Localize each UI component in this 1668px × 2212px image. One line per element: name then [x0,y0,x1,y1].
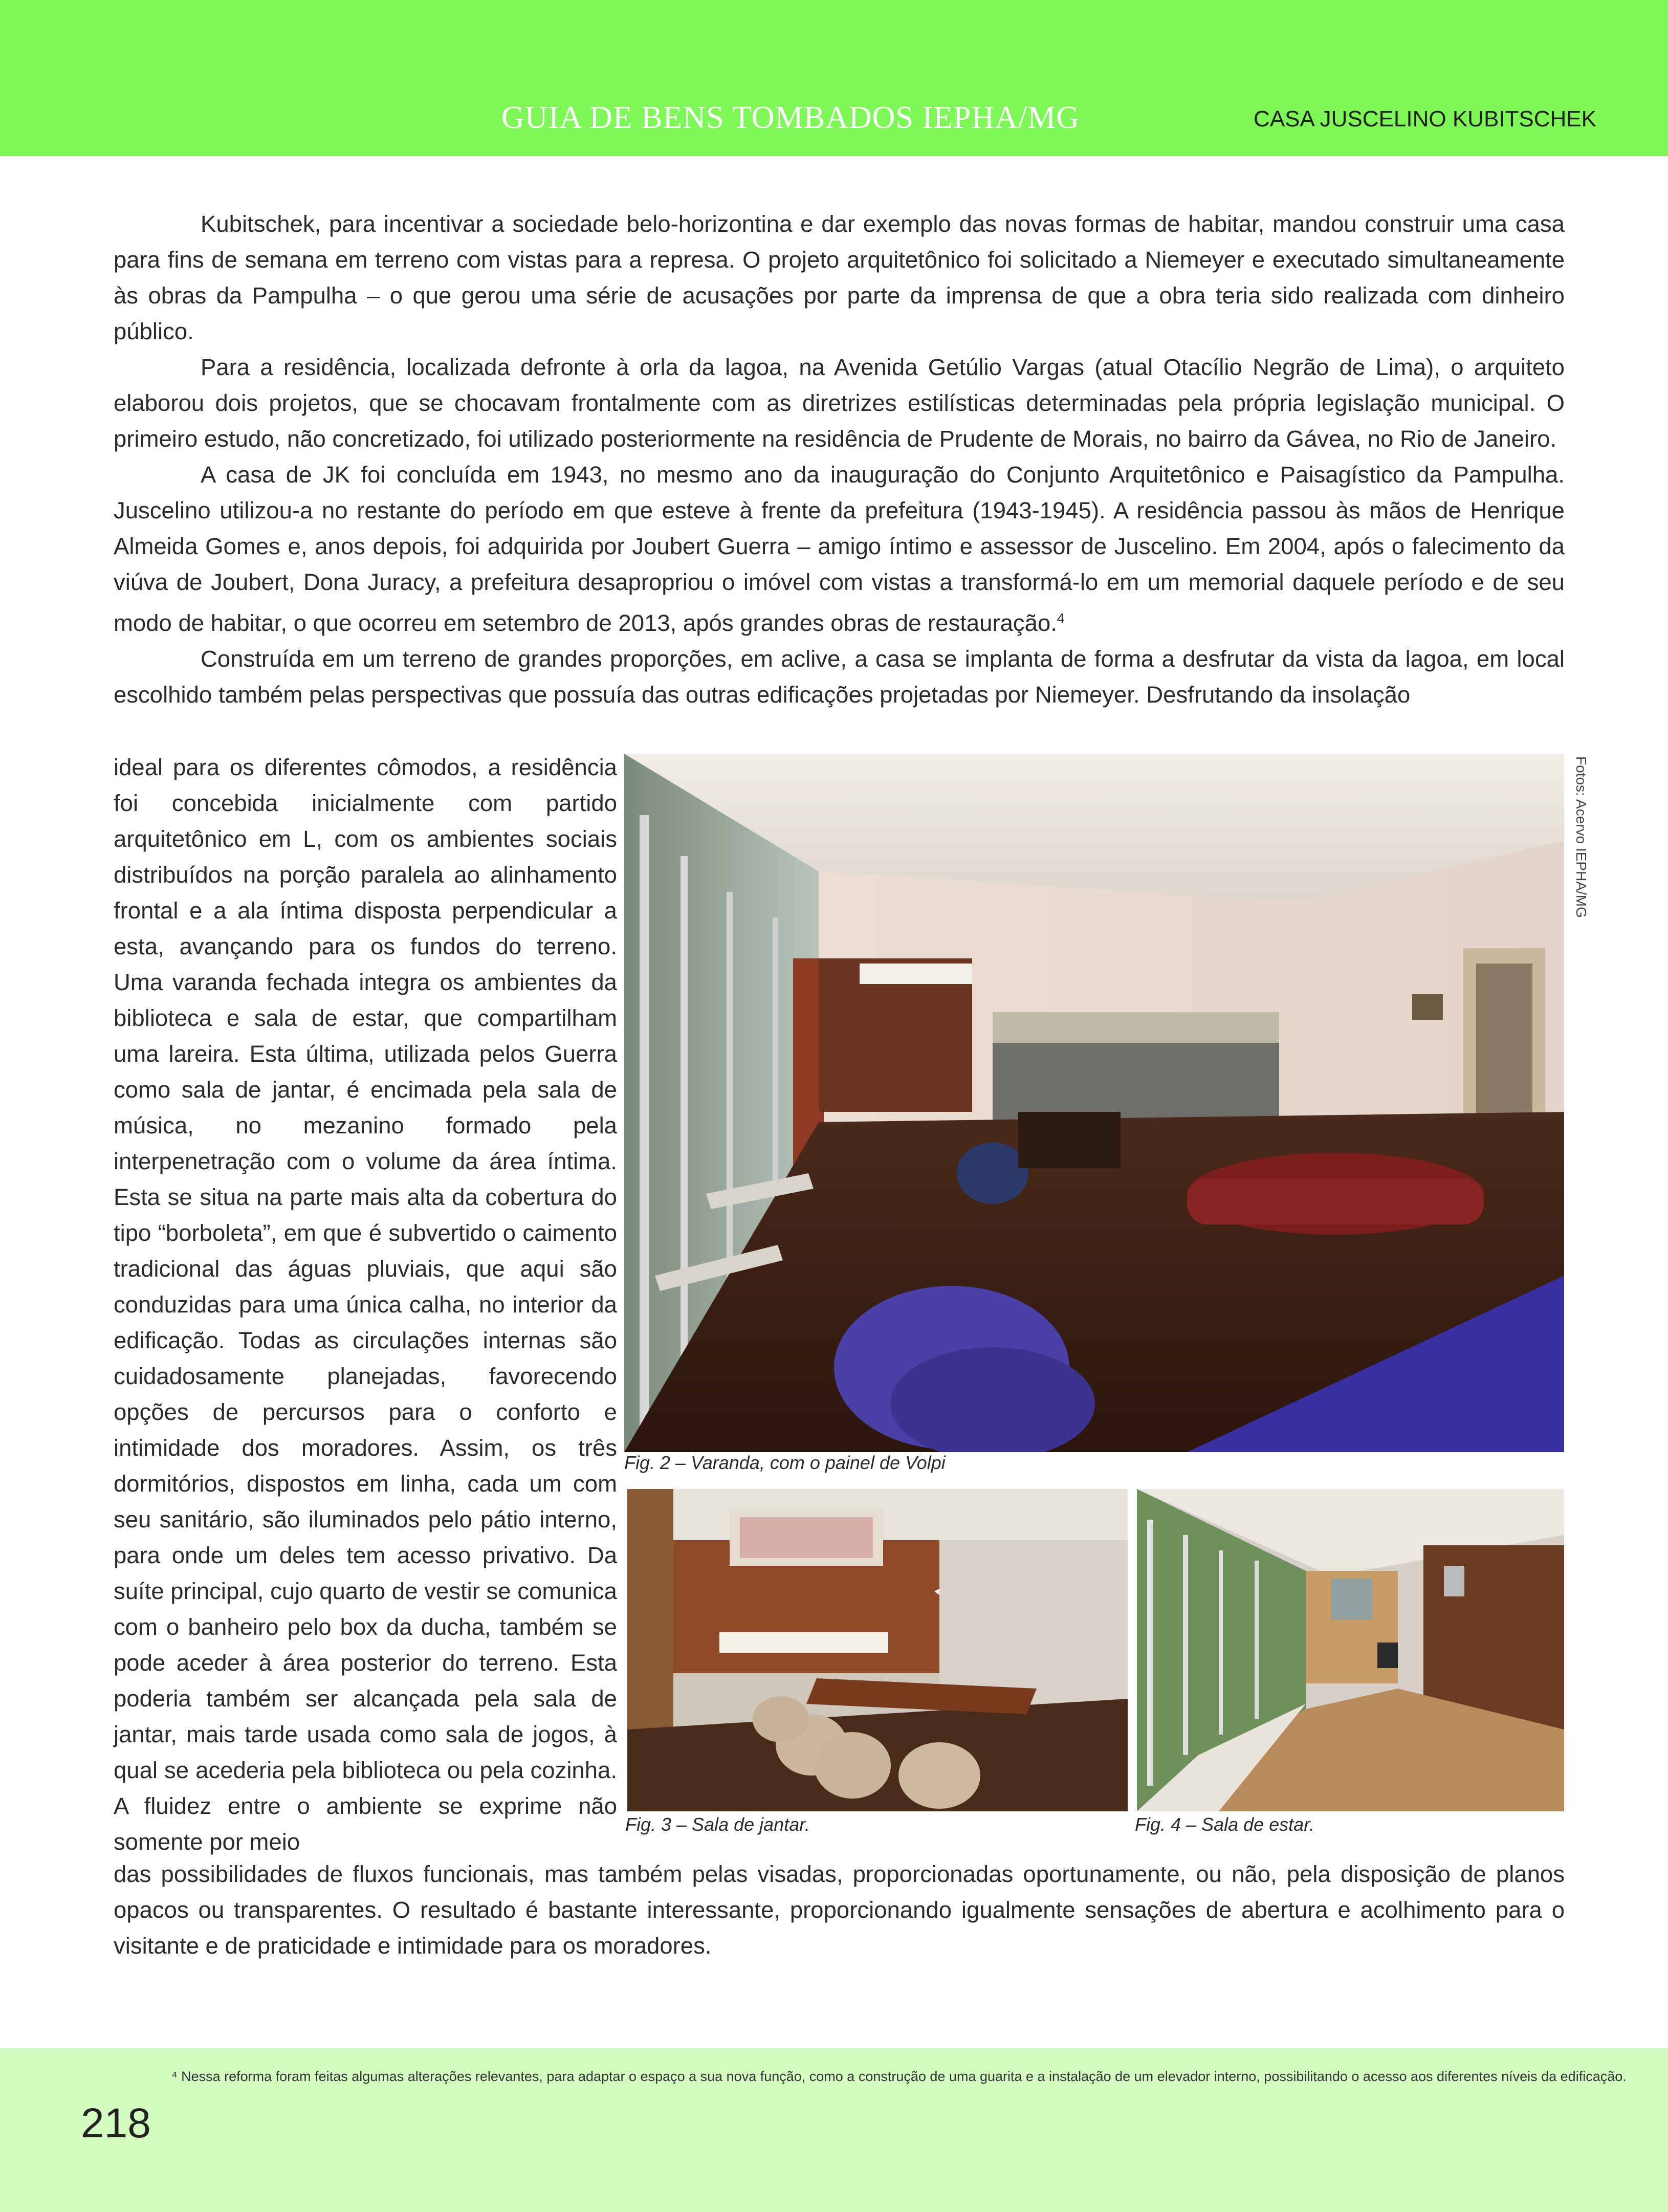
publication-title: GUIA DE BENS TOMBADOS IEPHA/MG [501,100,1080,135]
page-footer [0,2048,1668,2212]
paragraph-2: Para a residência, localizada defronte à orla da lagoa, na Avenida Getúlio Vargas (atual Otacílio Negrão de Lima), o arquiteto elaborou dois projetos, que se chocavam frontalmente com as diretrizes estilísticas determinadas pela própria legislação municipal. O primeiro estudo, não concretizado, foi utilizado posteriormente na residência de Prudente de Morais, no bairro da Gávea, no Rio de Janeiro. [114,354,1565,452]
paragraph-3-text: A casa de JK foi concluída em 1943, no mesmo ano da inauguração do Conjunto Arquitetônico e Paisagístico da Pampulha. Juscelino utilizou-a no restante do período em que esteve à frente da prefeitura (1943-1945). A residência passou às mãos de Henrique Almeida Gomes e, anos depois, foi adquirida por Joubert Guerra – amigo íntimo e assessor de Juscelino. Em 2004, após o falecimento da viúva de Joubert, Dona Juracy, a prefeitura desapropriou o imóvel com vistas a transformá-lo em um memorial daquele período e de seu modo de habitar, o que ocorreu em setembro de 2013, após grandes obras de restauração. [114,462,1565,637]
paragraph-1: Kubitschek, para incentivar a sociedade belo-horizontina e dar exemplo das novas formas de habitar, mandou construir uma casa para fins de semana em terreno com vistas para a represa. O projeto arquitetônico foi solicitado a Niemeyer e executado simultaneamente às obras da Pampulha – o que gerou uma série de acusações por parte da imprensa de que a obra teria sido realizada com dinheiro público. [114,211,1565,344]
photo-credit: Fotos: Acervo IEPHA/MG [1573,756,1589,918]
living-room-photo [1137,1489,1564,1811]
page-number: 218 [81,2100,151,2147]
text-column-left [114,750,617,1860]
paragraph-4-start: Construída em um terreno de grandes proporções, em aclive, a casa se implanta de forma a desfrutar da vista da lagoa, em local escolhido também pelas perspectivas que possuía das outras edificações projetadas por Niemeyer. Desfrutando da insolação [114,646,1565,708]
figure-4-caption: Fig. 4 – Sala de estar. [1135,1814,1314,1835]
text-column-bottom [114,1856,1565,1964]
dining-room-photo [627,1489,1128,1811]
page-header [0,0,1668,156]
footnote-marker[interactable]: 4 [1057,610,1065,626]
paragraph-4-end: das possibilidades de fluxos funcionais, mas também pelas visadas, proporcionadas oportunamente, ou não, pela disposição de planos opacos ou transparentes. O resultado é bastante interessante, proporcionando igualmente sensações de abertura e acolhimento para o visitante e de praticidade e intimidade para os moradores. [114,1861,1565,1959]
footnote-4: ⁴ Nessa reforma foram feitas algumas alterações relevantes, para adaptar o espaço a sua nova função, como a construção de uma guarita e a instalação de um elevador interno, possibilitando o acesso aos diferentes níveis da edificação. [171,2069,1627,2084]
veranda-photo [624,754,1564,1452]
paragraph-3 [114,457,1565,641]
paragraph-4-middle: ideal para os diferentes cômodos, a residência foi concebida inicialmente com partido arquitetônico em L, com os ambientes sociais distribuídos na porção paralela ao alinhamento frontal e a ala íntima disposta perpendicular a esta, avançando para os fundos do terreno. Uma varanda fechada integra os ambientes da biblioteca e sala de estar, que compartilham uma lareira. Esta última, utilizada pelos Guerra como sala de jantar, é encimada pela sala de música, no mezanino formado pela interpenetração com o volume da área íntima. Esta se situa na parte mais alta da cobertura do tipo “borboleta”, em que é subvertido o caimento tradicional das águas pluviais, que aqui são conduzidas para uma única calha, no interior da edificação. Todas as circulações internas são cuidadosamente planejadas, favorecendo opções de percursos para o conforto e intimidade dos moradores. Assim, os três dormitórios, dispostos em linha, cada um com seu sanitário, são iluminados pelo pátio interno, para onde um deles tem acesso privativo. Da suíte principal, cujo quarto de vestir se comunica com o banheiro pelo box da ducha, também se pode aceder à área posterior do terreno. Esta poderia também ser alcançada pela sala de jantar, mais tarde usada como sala de jogos, à qual se acederia pela biblioteca ou pela cozinha. A fluidez entre o ambiente se exprime não somente por meio [114,754,617,1855]
figure-3-caption: Fig. 3 – Sala de jantar. [625,1814,810,1835]
section-title: CASA JUSCELINO KUBITSCHEK [1254,106,1596,132]
figure-2-caption: Fig. 2 – Varanda, com o painel de Volpi [624,1452,946,1473]
text-column-top [114,206,1565,713]
